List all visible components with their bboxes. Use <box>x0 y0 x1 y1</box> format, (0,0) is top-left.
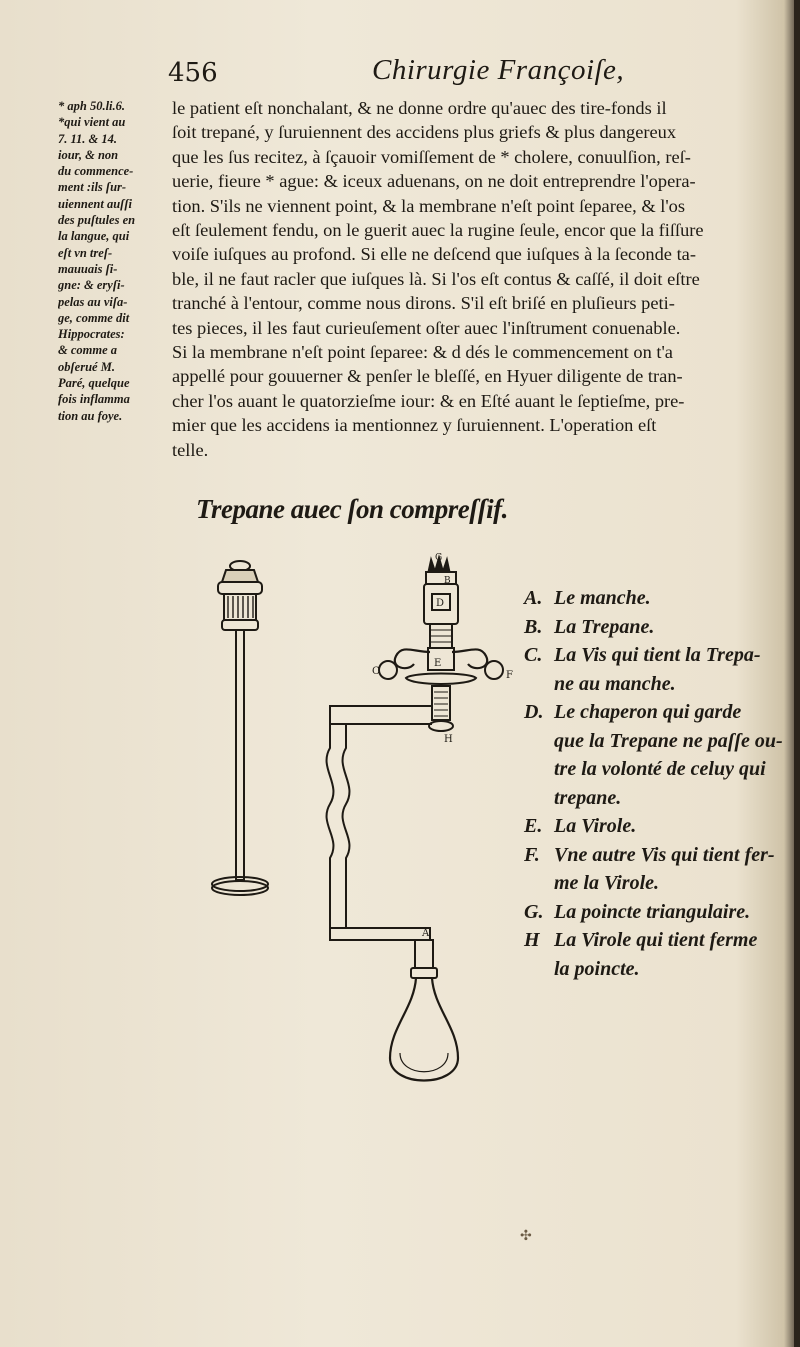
page-edge-shadow <box>794 0 800 1347</box>
legend-text: Le chaperon qui garde que la Trepane ne paſſe ou- tre la volonté de celuy qui trepane. <box>554 701 783 809</box>
body-line: Si la membrane n'eſt point ſeparee: & d dés le commencement on t'a <box>172 342 673 363</box>
body-line: voiſe iuſques au profond. Si elle ne deſcend que iuſques à la ſeconde ta- <box>172 244 696 265</box>
legend-text: Vne autre Vis qui tient fer- me la Virole. <box>554 843 775 894</box>
margin-note-line: des puſtules en <box>58 213 136 228</box>
margin-note-line: iour, & non <box>58 147 119 162</box>
label-e: E <box>434 658 442 669</box>
body-text <box>172 96 792 462</box>
figure-caption: Trepane auec ſon compreſſif. <box>196 494 508 524</box>
legend-key: G. <box>524 900 544 923</box>
body-line: mier que les accidens ia mentionnez y ſuruiennent. L'operation eſt <box>172 415 657 436</box>
margin-note-line: gne: & eryſi- <box>58 278 125 293</box>
margin-note-line: pelas au viſa- <box>58 294 128 309</box>
body-line: tion. S'ils ne viennent point, & la membrane n'eſt point ſeparee, & l'os <box>172 195 686 216</box>
page-header <box>0 54 800 94</box>
margin-note-line: ge, comme dit <box>58 310 130 325</box>
body-line: ſoit trepané, y ſuruiennent des accidens plus griefs & plus dangereux <box>172 122 677 143</box>
legend-text: La Virole. <box>554 815 637 837</box>
margin-note-line: Paré, quelque <box>58 376 130 391</box>
body-line: appellé pour gouuerner & penſer le bleſſé, en Hyuer diligente de tran- <box>172 366 683 387</box>
margin-note-line: ment :ils ſur- <box>58 180 127 195</box>
page-number: 456 <box>168 58 218 88</box>
margin-note-line: & comme a <box>58 343 118 358</box>
ink-blot-mark: ✣ <box>520 1228 532 1244</box>
margin-note-line: *qui vient au <box>58 115 126 130</box>
body-line: tes pieces, il les faut curieuſement oſter auec l'inſtrument conuenable. <box>172 317 681 338</box>
label-f: F <box>506 670 513 681</box>
margin-note-line: tion au foye. <box>58 408 123 423</box>
legend-item <box>524 641 794 698</box>
margin-note-line: la langue, qui <box>58 229 130 244</box>
label-a: A <box>422 928 430 939</box>
body-line: cher l'os auant le quatorzieſme iour: & en Eſté auant le ſeptieſme, pre- <box>172 390 685 411</box>
legend-text: La poincte triangulaire. <box>554 900 751 923</box>
body-line: uerie, fieure * ague: & iceux aduenans, on ne doit entreprendre l'opera- <box>172 171 696 192</box>
legend-item <box>524 584 794 613</box>
label-d: D <box>436 598 445 609</box>
body-line: que les ſus recitez, à ſçauoir vomiſſement de * cholere, conuulſion, reſ- <box>172 146 691 167</box>
compressive-instrument <box>212 561 268 895</box>
legend-text: La Virole qui tient ferme la poincte. <box>554 929 758 980</box>
body-line: ble, il ne faut racler que iuſques là. Si l'os eſt contus & caſſé, il doit eſtre <box>172 268 700 289</box>
body-line: telle. <box>172 439 209 460</box>
margin-note-line: obſerué M. <box>58 359 115 374</box>
legend-item <box>524 898 794 927</box>
legend-key: H <box>524 929 540 951</box>
label-h: H <box>444 734 453 745</box>
trepan-instrument <box>327 553 513 1081</box>
margin-note-line: mauuais ſi- <box>58 261 118 276</box>
legend-item <box>524 812 794 841</box>
legend-item <box>524 926 794 983</box>
margin-note-line: * aph 50.li.6. <box>58 99 126 113</box>
legend-text: La Trepane. <box>554 615 655 638</box>
legend-text: Le manche. <box>554 587 651 609</box>
label-c: C <box>372 666 380 677</box>
legend-key: A. <box>524 587 543 609</box>
body-line: tranché à l'entour, comme nous dirons. S'il eſt briſé en pluſieurs peti- <box>172 293 675 314</box>
legend-text: La Vis qui tient la Trepa- ne au manche. <box>554 644 761 695</box>
legend-key: F. <box>524 843 540 866</box>
legend-key: E. <box>524 815 543 837</box>
margin-note-line: Hippocrates: <box>58 327 125 342</box>
legend-item <box>524 613 794 642</box>
margin-note-line: du commence- <box>58 164 134 179</box>
running-title: Chirurgie Françoiſe, <box>372 54 625 86</box>
body-line: eſt ſeulement fendu, on le guerit auec la rugine ſeule, encor que la fiſſure <box>172 220 704 241</box>
margin-note-line: eſt vn treſ- <box>58 245 113 260</box>
legend-item <box>524 698 794 812</box>
legend-item <box>524 841 794 898</box>
legend-key: D. <box>524 701 544 723</box>
margin-note-line: 7. 11. & 14. <box>58 131 118 146</box>
trepan-woodcut-illustration <box>200 548 520 1088</box>
figure-legend <box>524 584 794 983</box>
margin-note-line: uiennent auſſi <box>58 196 132 211</box>
legend-key: C. <box>524 644 543 666</box>
label-b: B <box>444 576 451 586</box>
marginal-notes <box>58 98 170 424</box>
legend-key: B. <box>524 615 543 638</box>
label-g: G <box>435 553 443 563</box>
margin-note-line: fois inflamma <box>58 392 130 407</box>
body-line: le patient eſt nonchalant, & ne donne ordre qu'auec des tire-fonds il <box>172 98 667 118</box>
